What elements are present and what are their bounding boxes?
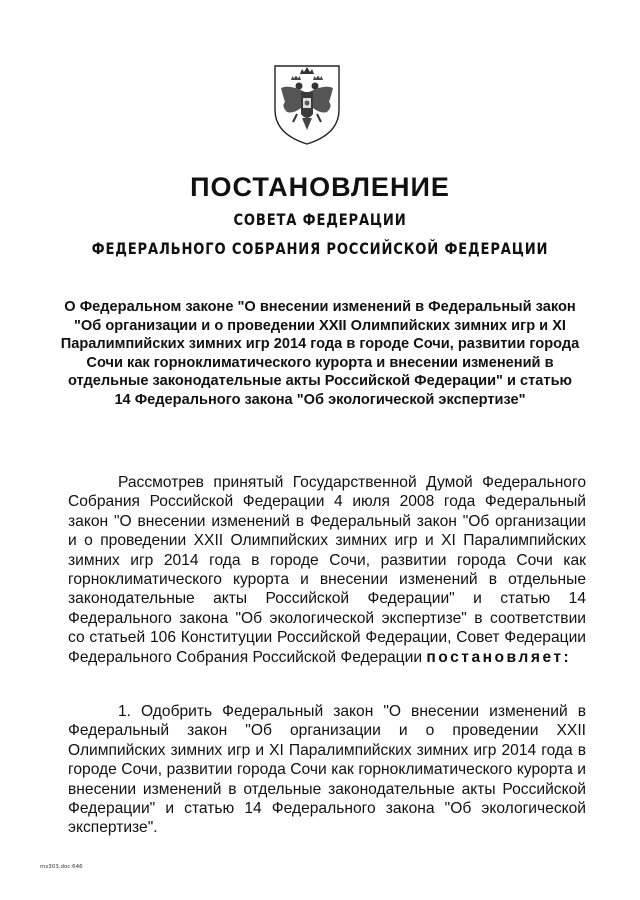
preamble-text: Рассмотрев принятый Государственной Думой Федерального Собрания Российской Федерации 4 июля 2008 года Федеральный закон "О внесении изменений в Федеральный закон "Об организации и о проведении XXII Олимпийских зимних игр и XI Паралимпийских зимних игр 2014 года в городе Сочи, развитии города Сочи как горноклиматического курорта и внесении изменений в отдельные законодательные акты Российской Федерации" и статью 14 Федерального закона "Об экологической экспертизе" в соответствии со статьей 106 Конституции Российской Федерации, Совет Федерации Федерального Собрания Российской Федерации [68, 474, 586, 666]
coat-of-arms-emblem-icon [271, 62, 343, 146]
issuing-body-line-1: СОВЕТА ФЕДЕРАЦИИ [233, 210, 407, 229]
resolution-point-1: 1. Одобрить Федеральный закон "О внесении изменений в Федеральный закон "Об организации и о проведении XXII Олимпийских зимних игр и XI Паралимпийских зимних игр 2014 года в городе Сочи, развитии города Сочи как горноклиматического курорта и внесении изменений в отдельные законодательные акты Российской Федерации" и статью 14 Федерального закона "Об экологической экспертизе". [68, 703, 586, 837]
issuing-body-line-2: ФЕДЕРАЛЬНОГО СОБРАНИЯ РОССИЙСКОЙ ФЕДЕРАЦИИ [91, 239, 549, 258]
document-title: ПОСТАНОВЛЕНИЕ [190, 172, 450, 202]
preamble-paragraph [68, 473, 586, 667]
resolution-subject: О Федеральном законе "О внесении изменений в Федеральный закон "Об организации и о проведении XXII Олимпийских зимних игр и XI Паралимпийских зимних игр 2014 года в городе Сочи, развитии города Сочи как горноклиматического курорта и внесении изменений в отдельные законодательные акты Российской Федерации" и статью 14 Федерального закона "Об экологической экспертизе" [60, 299, 580, 408]
file-reference: ms303.doc 646 [40, 864, 83, 870]
resolves-keyword: постановляет: [426, 648, 572, 666]
